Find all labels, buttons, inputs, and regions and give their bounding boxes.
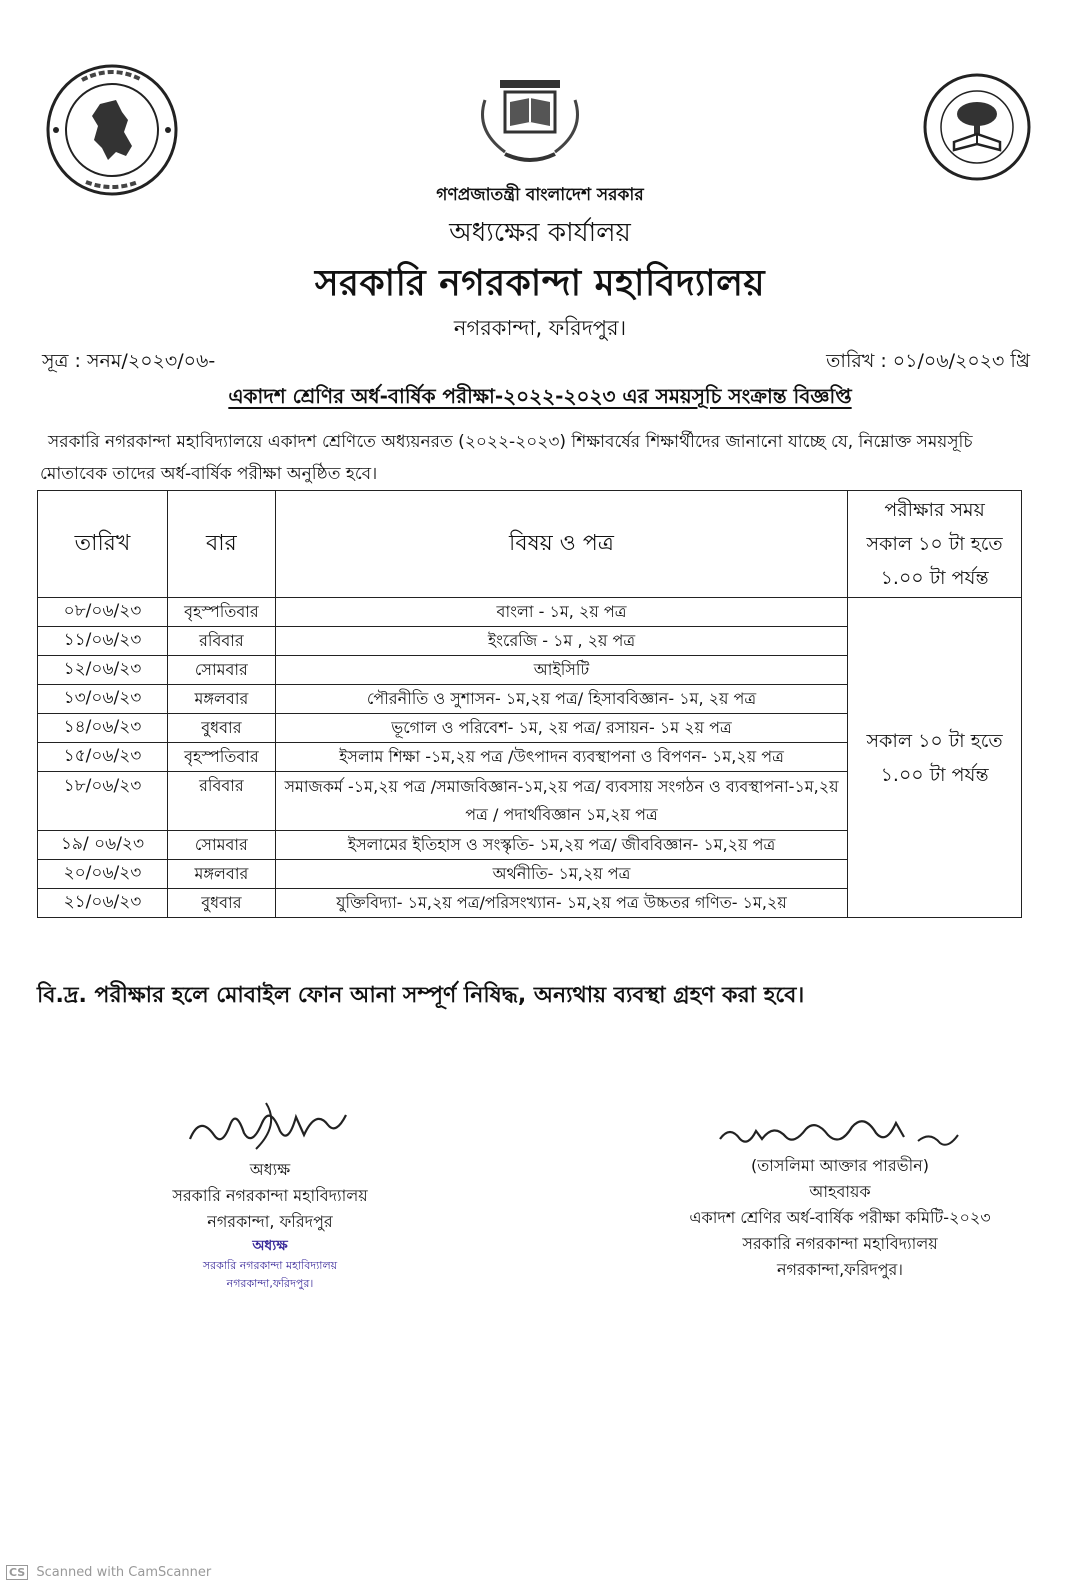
convener-location: নগরকান্দা,ফরিদপুর। [776, 1260, 904, 1279]
row-date: ১৩/০৬/২৩ [38, 685, 168, 714]
header-subject: বিষয় ও পত্র [275, 491, 847, 598]
scanner-watermark [6, 1565, 211, 1580]
row-subject: যুক্তিবিদ্যা- ১ম,২য় পত্র/পরিসংখ্যান- ১ম,২য় পত্র উচ্চতর গণিত- ১ম,২য় [275, 889, 847, 918]
table-header-row [38, 491, 1022, 598]
principal-stamp-title: অধ্যক্ষ [252, 1238, 288, 1254]
row-date: ০৮/০৬/২৩ [38, 598, 168, 627]
header-time-line1: পরীক্ষার সময় [884, 499, 985, 521]
row-day: বুধবার [167, 889, 275, 918]
header-time-line2: সকাল ১০ টা হতে [866, 533, 1003, 555]
memo-date: তারিখ : ০১/০৬/২০২৩ খ্রি [826, 350, 1030, 372]
scanner-label: Scanned with CamScanner [36, 1565, 212, 1580]
principal-location: নগরকান্দা, ফরিদপুর [207, 1212, 333, 1231]
notice-subject-text: একাদশ শ্রেণির অর্ধ-বার্ষিক পরীক্ষা-২০২২-২০২৩ এর সময়সূচি সংক্রান্ত বিজ্ঞপ্তি [228, 384, 852, 408]
row-subject: অর্থনীতি- ১ম,২য় পত্র [275, 860, 847, 889]
row-date: ১৮/০৬/২৩ [38, 772, 168, 831]
principal-signature-icon [170, 1095, 370, 1157]
government-line: গণপ্রজাতন্ত্রী বাংলাদেশ সরকার [436, 185, 644, 205]
row-subject: বাংলা - ১ম, ২য় পত্র [275, 598, 847, 627]
convener-committee: একাদশ শ্রেণির অর্ধ-বার্ষিক পরীক্ষা কমিটি-২০২৩ [689, 1208, 991, 1227]
row-day: সোমবার [167, 656, 275, 685]
college-logo-icon [920, 70, 1035, 185]
row-day: মঙ্গলবার [167, 860, 275, 889]
row-subject: ইসলাম শিক্ষা -১ম,২য় পত্র /উৎপাদন ব্যবস্থাপনা ও বিপণন- ১ম,২য় পত্র [275, 743, 847, 772]
row-date: ২০/০৬/২৩ [38, 860, 168, 889]
row-day: বৃহস্পতিবার [167, 743, 275, 772]
exam-time-cell [848, 598, 1022, 918]
convener-college: সরকারি নগরকান্দা মহাবিদ্যালয় [742, 1234, 938, 1253]
row-date: ১১/০৬/২৩ [38, 627, 168, 656]
college-location: নগরকান্দা, ফরিদপুর। [453, 316, 627, 340]
row-subject: ইংরেজি - ১ম , ২য় পত্র [275, 627, 847, 656]
row-day: সোমবার [167, 831, 275, 860]
exam-schedule-table [37, 490, 1022, 918]
row-subject: পৌরনীতি ও সুশাসন- ১ম,২য় পত্র/ হিসাববিজ্ঞান- ১ম, ২য় পত্র [275, 685, 847, 714]
header-day: বার [167, 491, 275, 598]
row-date: ১২/০৬/২৩ [38, 656, 168, 685]
row-subject: সমাজকর্ম -১ম,২য় পত্র /সমাজবিজ্ঞান-১ম,২য় পত্র/ ব্যবসায় সংগঠন ও ব্যবস্থাপনা-১ম,২য় পত্র / পদার্থবিজ্ঞান ১ম,২য় পত্র [275, 772, 847, 831]
notice-subject [0, 382, 1080, 415]
office-line: অধ্যক্ষের কার্যালয় [449, 218, 631, 248]
college-name: সরকারি নগরকান্দা মহাবিদ্যালয় [314, 263, 766, 304]
principal-signature-block [140, 1095, 400, 1293]
header-date: তারিখ [38, 491, 168, 598]
exam-time-line1: সকাল ১০ টা হতে [866, 729, 1003, 752]
convener-title: আহবায়ক [809, 1182, 871, 1201]
row-day: বৃহস্পতিবার [167, 598, 275, 627]
principal-stamp-location: নগরকান্দা,ফরিদপুর। [226, 1277, 314, 1290]
row-day: মঙ্গলবার [167, 685, 275, 714]
camscanner-logo-icon: CS [6, 1565, 28, 1580]
principal-stamp-college: সরকারি নগরকান্দা মহাবিদ্যালয় [202, 1259, 338, 1272]
row-date: ১৯/ ০৬/২৩ [38, 831, 168, 860]
row-subject: আইসিটি [275, 656, 847, 685]
convener-name: (তাসলিমা আক্তার পারভীন) [751, 1156, 929, 1175]
row-date: ১৪/০৬/২৩ [38, 714, 168, 743]
exam-time-line2: ১.০০ টা পর্যন্ত [880, 763, 989, 786]
notice-body: সরকারি নগরকান্দা মহাবিদ্যালয়ে একাদশ শ্রেণিতে অধ্যয়নরত (২০২২-২০২৩) শিক্ষাবর্ষের শিক্ষার্থীদের জানানো যাচ্ছে যে, নিম্নোক্ত সময়সূচি মোতাবেক তাদের অর্ধ-বার্ষিক পরীক্ষা অনুষ্ঠিত হবে। [40, 432, 973, 484]
principal-college: সরকারি নগরকান্দা মহাবিদ্যালয় [172, 1186, 368, 1205]
mobile-phone-notice: বি.দ্র. পরীক্ষার হলে মোবাইল ফোন আনা সম্পূর্ণ নিষিদ্ধ, অন্যথায় ব্যবস্থা গ্রহণ করা হবে। [37, 983, 805, 1008]
government-seal-icon [42, 60, 182, 200]
education-emblem-icon [455, 70, 605, 170]
row-subject: ইসলামের ইতিহাস ও সংস্কৃতি- ১ম,২য় পত্র/ জীববিজ্ঞান- ১ম,২য় পত্র [275, 831, 847, 860]
row-day: রবিবার [167, 627, 275, 656]
row-date: ১৫/০৬/২৩ [38, 743, 168, 772]
row-date: ২১/০৬/২৩ [38, 889, 168, 918]
convener-signature-icon [690, 1105, 990, 1153]
memo-reference: সূত্র : সনম/২০২৩/০৬- [42, 350, 216, 372]
convener-signature-block [640, 1105, 1040, 1283]
row-day: রবিবার [167, 772, 275, 831]
table-row [38, 598, 1022, 627]
header-time [848, 491, 1022, 598]
principal-title: অধ্যক্ষ [249, 1160, 291, 1179]
header-time-line3: ১.০০ টা পর্যন্ত [880, 567, 989, 589]
row-subject: ভূগোল ও পরিবেশ- ১ম, ২য় পত্র/ রসায়ন- ১ম ২য় পত্র [275, 714, 847, 743]
row-day: বুধবার [167, 714, 275, 743]
